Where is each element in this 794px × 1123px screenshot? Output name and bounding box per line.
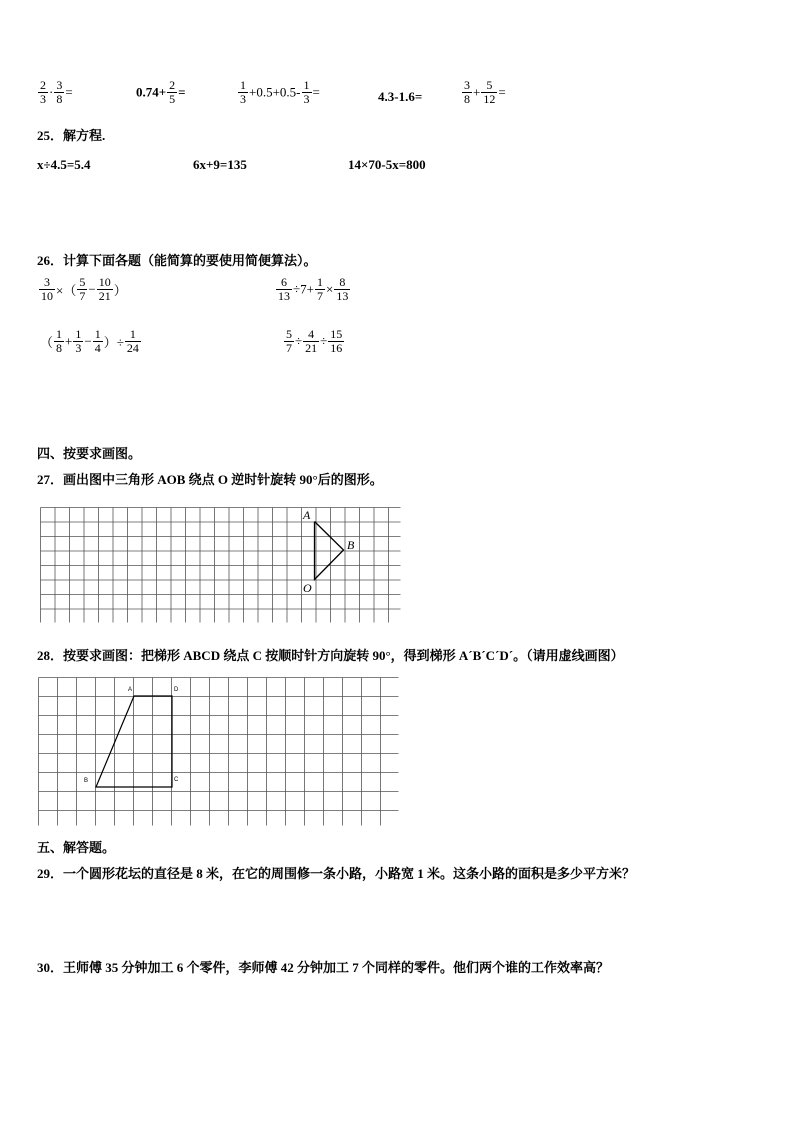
calc-26b: $\frac{6}{13}$ ÷7+ $\frac{1}{7}$ × $\frac{8}{13}$: [278, 275, 349, 303]
point-label-c: C: [174, 777, 179, 783]
question-28-title: 28．按要求画图：把梯形 ABCD 绕点 C 按顺时针方向旋转 90°，得到梯形 A´B´C´D´。（请用虚线画图）: [37, 648, 624, 663]
question-27-title: 27．画出图中三角形 AOB 绕点 O 逆时针旋转 90°后的图形。: [37, 472, 383, 487]
trapezoid-shape: [96, 696, 172, 787]
point-label-a: A: [128, 687, 133, 693]
calc-expression-1: $\frac{2}{3}$ · $\frac{3}{8}$ =: [40, 78, 73, 106]
calc-26a: $\frac{3}{10}$ ×（ $\frac{5}{7}$ − $\frac{10}{21}$ ）: [41, 275, 127, 303]
trapezoid-abcd: [96, 696, 172, 787]
equation-2: 6x+9=135: [193, 157, 247, 172]
calc-expression-4: 4.3-1.6=: [378, 89, 423, 104]
fraction: $\frac{1}{8}$: [56, 327, 63, 355]
fraction: $\frac{4}{21}$: [305, 327, 318, 355]
fraction: $\frac{6}{13}$: [278, 275, 290, 303]
question-29: 29．一个圆形花坛的直径是 8 米，在它的周围修一条小路，小路宽 1 米。这条小路的面积是多少平方米？: [37, 866, 636, 881]
equation-1: x÷4.5=5.4: [37, 157, 91, 172]
fraction: $\frac{8}{13}$: [336, 275, 349, 303]
calc-expression-2: 0.74+ $\frac{2}{5}$ =: [136, 78, 186, 106]
equation-3: 14×70-5x=800: [348, 157, 426, 172]
fraction: $\frac{1}{4}$: [94, 327, 101, 355]
grid-lines: [41, 508, 401, 623]
calc-expression-3: $\frac{1}{3}$ +0.5+0.5- $\frac{1}{3}$ =: [240, 78, 320, 106]
section-4-heading: 四、按要求画图。: [37, 446, 142, 461]
point-label-b: B: [84, 778, 89, 784]
calc-26c: （ $\frac{1}{8}$ + $\frac{1}{3}$ − $\frac{1}{4}$ ）÷ $\frac{1}{24}$: [40, 327, 139, 355]
fraction: $\frac{10}{21}$: [98, 275, 111, 303]
point-label-d: D: [174, 687, 179, 693]
grid-figure-28: [38, 677, 400, 827]
point-label-a: A: [303, 508, 311, 522]
fraction: $\frac{2}{3}$: [40, 78, 46, 106]
calc-expression-5: $\frac{3}{8}$ + $\frac{5}{12}$ =: [464, 78, 506, 106]
fraction: $\frac{3}{8}$: [464, 78, 470, 106]
question-26-title: 26．计算下面各题（能简算的要使用简便算法）。: [37, 253, 317, 268]
fraction: $\frac{3}{8}$: [56, 78, 63, 106]
calc-26d: $\frac{5}{7}$ ÷ $\frac{4}{21}$ ÷ $\frac{15}{16}$: [286, 327, 343, 355]
question-25-title: 25．解方程.: [37, 128, 106, 143]
fraction: $\frac{1}{3}$: [303, 78, 310, 106]
fraction: $\frac{1}{3}$: [240, 78, 246, 106]
fraction: $\frac{5}{12}$: [483, 78, 496, 106]
point-label-o: O: [303, 581, 312, 595]
grid-figure-27: [40, 507, 402, 623]
fraction: $\frac{5}{7}$: [79, 275, 86, 303]
fraction: $\frac{1}{24}$: [126, 327, 139, 355]
triangle-shape: [315, 522, 344, 580]
fraction: $\frac{1}{7}$: [316, 275, 323, 303]
fraction: $\frac{3}{10}$: [41, 275, 53, 303]
point-label-b: B: [347, 538, 355, 552]
fraction: $\frac{15}{16}$: [330, 327, 343, 355]
fraction: $\frac{1}{3}$: [75, 327, 82, 355]
section-5-heading: 五、解答题。: [37, 840, 116, 855]
triangle-aob: [315, 522, 344, 580]
fraction: $\frac{5}{7}$: [286, 327, 292, 355]
question-30: 30．王师傅 35 分钟加工 6 个零件，李师傅 42 分钟加工 7 个同样的零件。他们两个谁的工作效率高？: [37, 960, 610, 975]
grid-lines: [39, 678, 399, 826]
fraction: $\frac{2}{5}$: [169, 78, 176, 106]
